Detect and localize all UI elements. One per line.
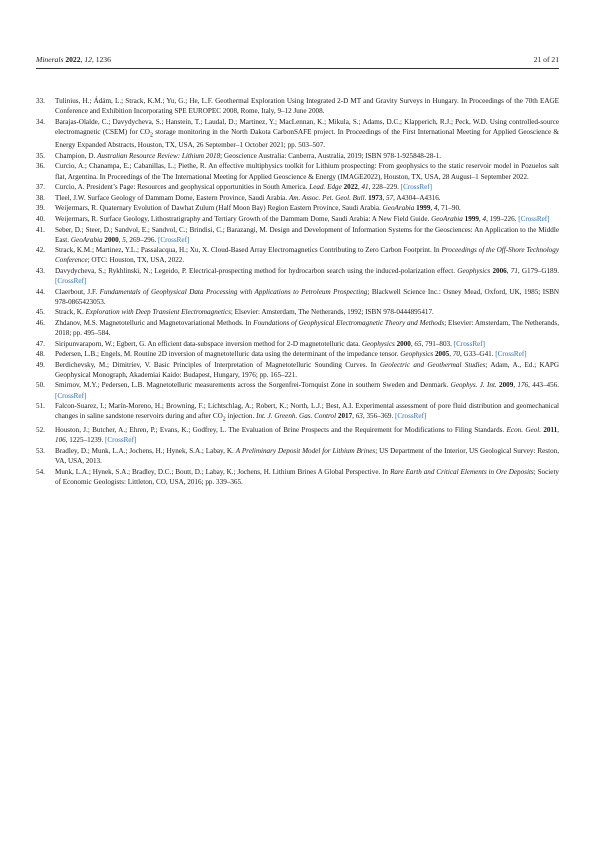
- reference-number: 49.: [36, 360, 45, 369]
- reference-text-segment: ,: [118, 235, 123, 244]
- reference-italic-text: Fundamentals of Geophysical Data Processing with Applications to Petroleum Prospecting: [99, 287, 368, 296]
- page-number: 21 of 21: [533, 55, 559, 64]
- reference-text-segment: ,: [449, 350, 453, 359]
- reference-italic-text: Rare Earth and Critical Elements in Ore Deposits: [390, 467, 534, 476]
- reference-text-segment: , 1225–1239.: [65, 436, 105, 445]
- reference-number: 46.: [36, 318, 45, 327]
- reference-number: 36.: [36, 162, 45, 171]
- subscript: 2: [222, 416, 226, 423]
- reference-item: [36, 446, 559, 466]
- reference-item: [36, 225, 559, 245]
- crossref-link[interactable]: [CrossRef]: [55, 277, 87, 286]
- header-rule: [36, 68, 559, 69]
- reference-item: [36, 96, 559, 116]
- reference-italic-text: 176: [517, 381, 529, 390]
- reference-year: 1999: [416, 204, 431, 213]
- reference-text-segment: ,: [410, 339, 415, 348]
- reference-text-segment: Pedersen, L.B.; Engels, M. Routine 2D inversion of magnetotelluric data using the determinant of the impedance tensor.: [55, 350, 401, 359]
- reference-item: [36, 266, 559, 286]
- reference-text: [55, 215, 550, 223]
- reference-item: [36, 151, 559, 161]
- reference-year: 2005: [434, 350, 450, 359]
- reference-text-segment: ; Elsevier: Amsterdam, The Netherands, 1992; ISBN 978-0444895417.: [230, 308, 434, 317]
- reference-text-segment: ; Society of Economic Geologists: Littleton, CO, USA, 2016; pp. 339–365.: [55, 467, 560, 486]
- reference-number: 51.: [36, 402, 45, 411]
- reference-text-segment: Seber, D.; Steer, D.; Sandvol, E.; Sandvol, C.; Brindisi, C.; Barazangi, M. Design and Development of Information Systems for the Geosciences: An Application to the Middle East.: [55, 225, 559, 244]
- reference-italic-text: Proceedings of the Off-Shore Technology Conference: [55, 246, 559, 265]
- reference-text: [55, 426, 559, 444]
- reference-text: [55, 350, 527, 358]
- reference-item: [36, 425, 559, 445]
- reference-text-segment: injection.: [225, 412, 257, 421]
- reference-text-segment: Strack, K.M.; Martinez, Y.L.; Passalacqua, H.; Xu, X. Cloud-Based Array Electromagnetics Contributing to Zero Carbon Footprint. In: [55, 246, 442, 255]
- reference-text-segment: ,: [478, 214, 483, 223]
- reference-text: [55, 246, 559, 264]
- reference-number: 35.: [36, 151, 45, 160]
- reference-text-segment: ; Adam, A., Ed.; KAPG Geophysical Monograph, Akademiai Kaido: Budapest, Hungary, 1976; pp. 165–221.: [55, 360, 559, 379]
- reference-italic-text: Geophys. J. Int.: [450, 381, 497, 390]
- reference-italic-text: Foundations of Geophysical Electromagnetic Theory and Methods: [253, 318, 445, 327]
- reference-text: [55, 204, 461, 212]
- reference-text-segment: ,: [513, 381, 518, 390]
- reference-italic-text: Geophysics: [400, 350, 434, 359]
- reference-italic-text: A Preliminary Deposit Model for Lithium Brines: [235, 446, 376, 455]
- reference-italic-text: 41: [361, 183, 369, 192]
- reference-text: [55, 183, 432, 191]
- reference-italic-text: Geophysics: [361, 339, 395, 348]
- reference-italic-text: Econ. Geol.: [506, 426, 541, 435]
- reference-text-segment: Davydycheva, S.; Rykhlinski, N.; Legeido, P. Electrical-prospecting method for hydrocarbon search using the induced-polarization effect.: [55, 266, 458, 275]
- reference-year: 2009: [499, 381, 514, 390]
- reference-text-segment: , A4304–A4316.: [393, 193, 441, 202]
- reference-text: [55, 361, 559, 379]
- reference-italic-text: Int. J. Greenh. Gas. Control: [256, 412, 337, 421]
- reference-number: 54.: [36, 467, 45, 476]
- reference-italic-text: 70: [452, 350, 460, 359]
- reference-item: [36, 467, 559, 487]
- reference-text-segment: , G179–G189.: [517, 266, 559, 275]
- reference-italic-text: Geolectric and Geothermal Studies: [379, 360, 486, 369]
- reference-italic-text: 106: [55, 436, 66, 445]
- reference-text-segment: , 791–803.: [421, 339, 454, 348]
- reference-italic-text: 63: [355, 412, 363, 421]
- reference-number: 41.: [36, 225, 45, 234]
- reference-text-segment: Falcon-Suarez, I.; Marín-Moreno, H.; Browning, F.; Lichtschlag, A.; Robert, K.; North, L.J.; Best, A.I. Experimental assessment of pore fluid distribution and geomechanical changes in saline sandstone reservoirs during and after CO: [55, 402, 559, 421]
- reference-number: 43.: [36, 266, 45, 275]
- reference-text-segment: ,: [557, 426, 559, 435]
- reference-text-segment: , G33–G41.: [459, 350, 496, 359]
- reference-number: 39.: [36, 204, 45, 213]
- reference-text-segment: Weijermars, R. Surface Geology, Lithostratigraphy and Tertiary Growth of the Dammam Dome, Saudi Arabia: A New Field Guide.: [55, 214, 432, 223]
- reference-text: [55, 226, 559, 244]
- reference-item: [36, 117, 559, 151]
- reference-text: [55, 267, 559, 285]
- reference-text-segment: Strack, K.: [55, 308, 86, 317]
- reference-text-segment: Champion, D.: [55, 151, 98, 160]
- reference-number: 40.: [36, 214, 45, 223]
- reference-text: [55, 447, 559, 465]
- reference-item: [36, 182, 559, 192]
- reference-italic-text: 65: [414, 339, 422, 348]
- reference-number: 50.: [36, 381, 45, 390]
- reference-text-segment: Siripunvaraporn, W.; Egbert, G. An efficient data-subspace inversion method for 2-D magnetotelluric data.: [55, 339, 362, 348]
- reference-number: 45.: [36, 308, 45, 317]
- reference-text-segment: , 269–296.: [125, 235, 158, 244]
- reference-text-segment: ,: [352, 412, 356, 421]
- reference-number: 52.: [36, 426, 45, 435]
- reference-text: [55, 308, 434, 316]
- crossref-link[interactable]: [CrossRef]: [453, 339, 486, 348]
- reference-text-segment: Zhdanov, M.S. Magnetotelluric and Magnetovariational Methods. In: [55, 318, 254, 327]
- reference-number: 34.: [36, 117, 45, 126]
- reference-item: [36, 203, 559, 213]
- reference-text-segment: Smirnov, M.Y.; Pedersen, L.B. Magnetotelluric measurements across the Sorgenfrei-Tornquist Zone in southern Sweden and Denmark.: [55, 381, 451, 390]
- reference-text-segment: Tulinius, H.; Ádám, L.; Strack, K.M.; Yu, G.; He, L.F. Geothermal Exploration Using Integrated 2-D MT and Gravity Surveys in Hungary. In Proceedings of the 70th EAGE Conference and Exhibition Incorporating SPE EUROPEC 2008, Rome, Italy, 9–12 June 2008.: [55, 97, 559, 116]
- reference-number: 42.: [36, 246, 45, 255]
- reference-text: [55, 97, 559, 115]
- reference-text: [55, 340, 485, 348]
- crossref-link[interactable]: [CrossRef]: [518, 214, 550, 223]
- reference-text-segment: Munk, L.A.; Hynek, S.A.; Bradley, D.C.; Boutt, D.; Labay, K.; Jochens, H. Lithium Brines A Global Perspective. In: [55, 467, 391, 476]
- reference-text-segment: Curcio, A.; Chanampa, E.; Cabanillas, L.; Piethe, R. An effective multiphysics toolkit for Lithium prospecting: From geophysics to the static reservoir model in Pozuelos salt flat, Argentina. In Proceedings of the The International Meeting for Applied Geoscience & Energy (IMAGE2022), Houston, TX, USA, 28 August–1 September 2022.: [55, 162, 559, 181]
- reference-text-segment: Claerbout, J.F.: [55, 287, 100, 296]
- reference-text-segment: Tleel, J.W. Surface Geology of Dammam Dome, Eastern Province, Saudi Arabia.: [55, 193, 289, 202]
- journal-volume: 12: [84, 55, 92, 64]
- reference-text-segment: , 228–229.: [368, 183, 401, 192]
- journal-year: 2022: [65, 55, 81, 64]
- reference-item: [36, 245, 559, 265]
- reference-text-segment: ; US Department of the Interior, US Geological Survey: Reston, VA, USA, 2013.: [55, 446, 559, 466]
- reference-text-segment: ; OTC: Houston, TX, USA, 2022.: [87, 256, 185, 265]
- reference-italic-text: GeoArabia: [382, 204, 415, 213]
- crossref-link[interactable]: [CrossRef]: [55, 391, 87, 400]
- reference-text: [55, 402, 559, 423]
- reference-year: 1973: [368, 193, 383, 202]
- reference-italic-text: Lead. Edge: [309, 183, 342, 192]
- reference-text-segment: ; Geoscience Australia: Canberra, Australia, 2019; ISBN 978-1-925848-28-1.: [220, 151, 442, 160]
- reference-number: 44.: [36, 287, 45, 296]
- reference-italic-text: 4: [482, 214, 487, 223]
- reference-year: 2000: [104, 235, 119, 244]
- crossref-link[interactable]: [CrossRef]: [157, 235, 190, 244]
- article-number: 1236: [95, 55, 111, 64]
- reference-text-segment: Weijermars, R. Quaternary Evolution of Dawhat Zulum (Half Moon Bay) Region Eastern Province, Saudi Arabia.: [55, 204, 383, 213]
- reference-text-segment: ,: [357, 183, 362, 192]
- reference-year: 2006: [492, 266, 507, 275]
- reference-text-segment: Bradley, D.; Munk, L.A.; Jochens, H.; Hynek, S.A.; Labay, K.: [55, 446, 236, 455]
- reference-item: [36, 161, 559, 181]
- reference-italic-text: Am. Assoc. Pet. Geol. Bull.: [288, 193, 367, 202]
- reference-item: [36, 193, 559, 203]
- crossref-link[interactable]: [CrossRef]: [105, 436, 137, 445]
- reference-year: 2022: [343, 183, 358, 192]
- reference-item: [36, 360, 559, 380]
- page-header: [36, 54, 559, 66]
- reference-number: 33.: [36, 97, 45, 105]
- reference-item: [36, 318, 559, 338]
- reference-text: [55, 194, 441, 202]
- reference-text: [55, 118, 559, 150]
- reference-number: 53.: [36, 446, 45, 455]
- reference-italic-text: 71: [510, 266, 518, 275]
- reference-item: [36, 349, 559, 359]
- reference-text-segment: ,: [430, 204, 435, 213]
- reference-year: 1999: [464, 214, 479, 223]
- reference-text-segment: Houston, J.; Butcher, A.; Ehren, P.; Evans, K.; Godfrey, L. The Evaluation of Brine Prospects and the Requirement for Modifications to Filing Standards.: [55, 426, 507, 435]
- reference-item: [36, 307, 559, 317]
- reference-text-segment: Curcio, A. President’s Page: Resources and geophysical opportunities in South America.: [55, 183, 310, 192]
- reference-text-segment: , 199–226.: [486, 214, 519, 223]
- reference-text-segment: ; Elsevier: Amsterdam, The Netherands, 2018; pp. 495–584.: [55, 318, 559, 337]
- reference-italic-text: GeoArabia: [70, 235, 103, 244]
- reference-number: 38.: [36, 193, 45, 202]
- reference-item: [36, 401, 559, 425]
- reference-item: [36, 339, 559, 349]
- reference-text-segment: ,: [382, 193, 387, 202]
- reference-italic-text: Geophysics: [457, 266, 491, 275]
- reference-item: [36, 380, 559, 400]
- crossref-link[interactable]: [CrossRef]: [395, 412, 427, 421]
- reference-text-segment: storage monitoring in the North Dakota CarbonSAFE project. In Proceedings of the First International Meeting for Applied Geoscience & Energy Expanded Abstracts, Houston, TX, USA, 26 September–1 October 2021; pp. 503–507.: [55, 127, 559, 150]
- reference-text-segment: Barajas-Olalde, C.; Davydycheva, S.; Hanstein, T.; Laudal, D.; Martinez, Y.; MacLennan, K.; Mikula, S.; Adams, D.C.; Klapperich, R.J.; Peck, W.D. Using controlled-source electromagnetic (CSEM) for CO: [55, 117, 559, 136]
- reference-text-segment: , 443–456.: [528, 381, 559, 390]
- journal-citation: Minerals 2022, 12, 1236: [36, 55, 111, 64]
- reference-text: [55, 319, 559, 337]
- crossref-link[interactable]: [CrossRef]: [400, 183, 433, 192]
- crossref-link[interactable]: [CrossRef]: [495, 350, 527, 359]
- reference-year: 2000: [396, 339, 411, 348]
- reference-text-segment: , 356–369.: [362, 412, 396, 421]
- reference-text: [55, 468, 559, 486]
- reference-italic-text: Australian Resource Review: Lithium 2018: [97, 151, 221, 160]
- reference-number: 48.: [36, 350, 45, 359]
- reference-italic-text: Exploration with Deep Transient Electromagnetics: [85, 308, 231, 317]
- reference-italic-text: 4: [434, 204, 438, 213]
- reference-text: [55, 288, 559, 306]
- reference-text: [55, 381, 559, 399]
- reference-text-segment: Berdichevsky, M.; Dimitriev, V. Basic Principles of Interpretation of Magnetotelluric Sounding Curves. In: [55, 360, 380, 369]
- journal-name: Minerals: [36, 55, 64, 64]
- reference-item: [36, 287, 559, 307]
- reference-list: [36, 96, 559, 487]
- reference-item: [36, 214, 559, 224]
- reference-italic-text: GeoArabia: [431, 214, 463, 223]
- reference-text-segment: ,: [506, 266, 511, 275]
- reference-text-segment: ; Blackwell Science Inc.: Osney Mead, Oxford, UK, 1985; ISBN 978-0865423053.: [55, 287, 560, 306]
- reference-year: 2011: [543, 426, 558, 435]
- reference-text: [55, 152, 441, 160]
- reference-italic-text: 57: [386, 193, 394, 202]
- reference-italic-text: 5: [122, 235, 126, 244]
- reference-number: 37.: [36, 183, 45, 192]
- reference-text: [55, 162, 559, 180]
- reference-number: 47.: [36, 339, 45, 348]
- reference-year: 2017: [337, 412, 353, 421]
- subscript: 2: [149, 132, 153, 139]
- reference-text-segment: , 71–90.: [437, 204, 461, 213]
